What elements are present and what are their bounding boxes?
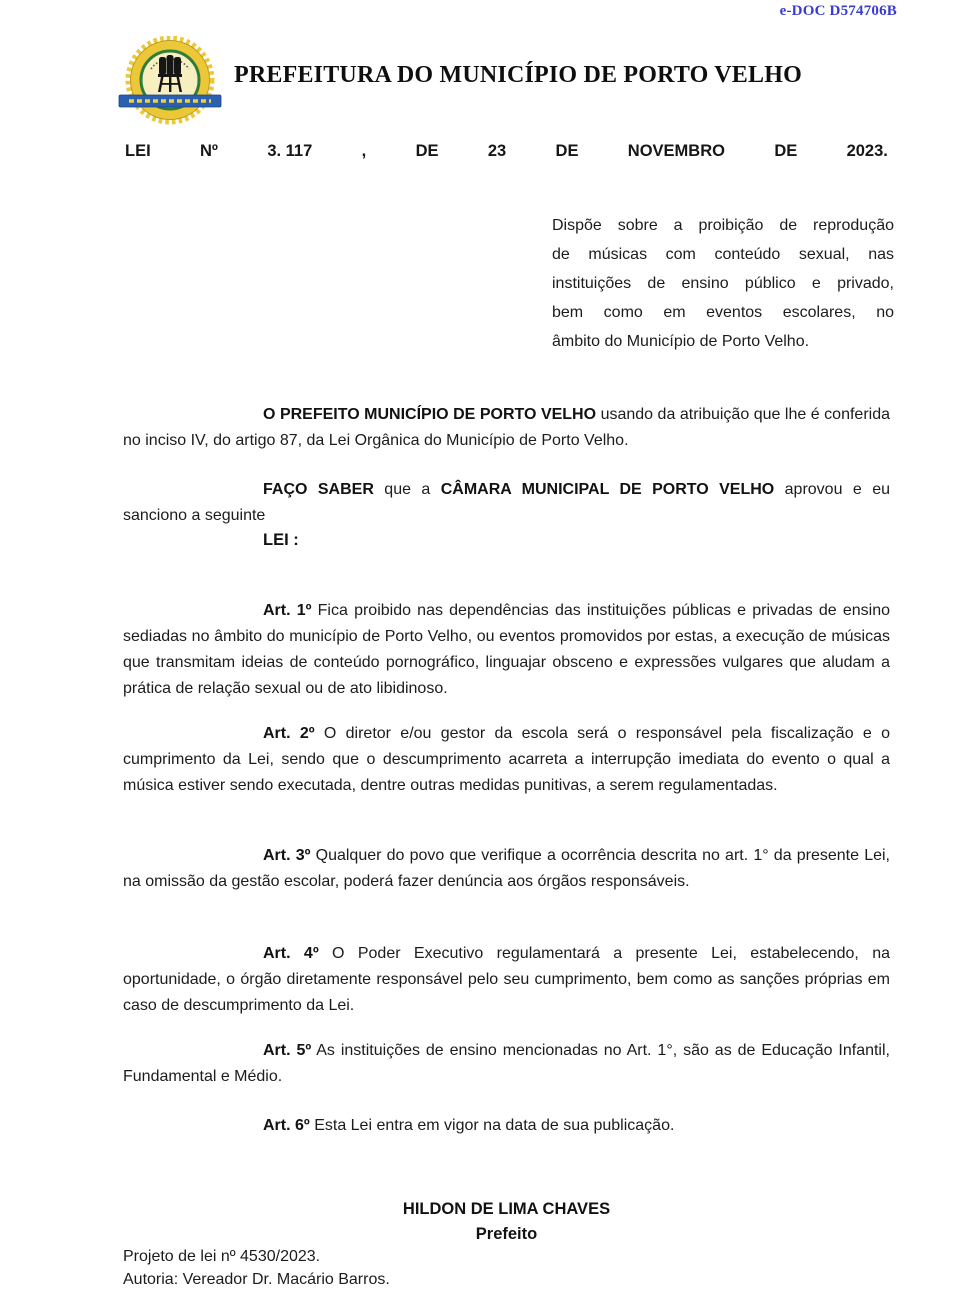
water-tower-icon xyxy=(158,55,182,92)
preamble-text: que a xyxy=(373,481,441,498)
law-line-part: , xyxy=(361,142,367,160)
project-number: Projeto de lei nº 4530/2023. xyxy=(123,1248,321,1265)
law-line-part: Nº xyxy=(200,142,218,160)
article-text: O Poder Executivo regulamentará a presente Lei, estabelecendo, na oportunidade, o órgão diretamente responsável pelo seu cumprimento, bem como as sanções próprias em caso de descumprimento da Lei. xyxy=(123,945,890,1014)
seal-ribbon xyxy=(119,95,221,107)
article-text: O diretor e/ou gestor da escola será o responsável pela fiscalização e o cumprimento da Lei, sendo que o descumprimento acarreta a interrupção imediata do evento o qual a música estiver sendo executada, dentre outras medidas punitivas, a serem regulamentadas. xyxy=(123,725,890,794)
law-line-part: 3. 117 xyxy=(267,142,313,160)
article-text: As instituições de ensino mencionadas no Art. 1°, são as de Educação Infantil, Fundamental e Médio. xyxy=(123,1042,890,1085)
preamble-bold: O PREFEITO MUNICÍPIO DE PORTO VELHO xyxy=(263,406,597,423)
law-line-part: DE xyxy=(555,142,579,160)
signer-role: Prefeito xyxy=(475,1225,538,1243)
article-6 xyxy=(123,1113,890,1139)
ementa-line: Dispõe sobre a proibição de reprodução xyxy=(552,217,894,234)
law-line-part: DE xyxy=(415,142,439,160)
law-line-part: DE xyxy=(774,142,798,160)
preamble-text: aprovou e eu sanciono a seguinte xyxy=(123,481,890,524)
article-number: Art. 3º xyxy=(263,847,311,864)
article-number: Art. 4º xyxy=(263,945,319,962)
lei-heading: LEI : xyxy=(263,531,299,549)
article-4 xyxy=(123,941,890,1019)
signer-name: HILDON DE LIMA CHAVES xyxy=(402,1200,611,1218)
ementa-line: âmbito do Município de Porto Velho. xyxy=(552,333,810,350)
signature-block xyxy=(123,1197,890,1247)
law-line-part: 2023. xyxy=(846,142,888,160)
article-number: Art. 2º xyxy=(263,725,315,742)
ementa-line: bem como em eventos escolares, no xyxy=(552,304,894,321)
preamble-bold: CÂMARA MUNICIPAL DE PORTO VELHO xyxy=(440,481,775,498)
preamble-paragraph-2 xyxy=(123,477,890,529)
edoc-reference: e-DOC D574706B xyxy=(779,3,897,19)
page-title: PREFEITURA DO MUNICÍPIO DE PORTO VELHO xyxy=(234,62,802,88)
article-text: Fica proibido nas dependências das instituições públicas e privadas de ensino sediadas no âmbito do município de Porto Velho, ou eventos promovidos por estas, a execução de músicas que transmitam ideias de conteúdo pornográfico, linguajar obsceno e expressões vulgares que aludam a prática de relação sexual ou de ato libidinoso. xyxy=(123,602,890,697)
ementa-line: de músicas com conteúdo sexual, nas xyxy=(552,246,894,263)
preamble-text: usando da atribuição que lhe é conferida no inciso IV, do artigo 87, da Lei Orgânica do Município de Porto Velho. xyxy=(123,406,891,449)
law-line-part: LEI xyxy=(125,142,151,160)
authorship: Autoria: Vereador Dr. Macário Barros. xyxy=(123,1271,390,1288)
law-line-part: 23 xyxy=(487,142,507,160)
law-line-part: NOVEMBRO xyxy=(627,142,725,160)
article-3 xyxy=(123,843,890,895)
law-number-line xyxy=(125,142,888,161)
article-number: Art. 6º xyxy=(263,1117,310,1134)
article-text: Qualquer do povo que verifique a ocorrência descrita no art. 1° da presente Lei, na omissão da gestão escolar, poderá fazer denúncia aos órgãos responsáveis. xyxy=(123,847,890,890)
municipal-seal-icon xyxy=(117,36,223,130)
article-5 xyxy=(123,1038,890,1090)
article-number: Art. 1º xyxy=(263,602,312,619)
article-number: Art. 5º xyxy=(263,1042,312,1059)
preamble-paragraph-1 xyxy=(123,402,890,454)
ementa-line: instituições de ensino público e privado, xyxy=(552,275,894,292)
article-text: Esta Lei entra em vigor na data de sua publicação. xyxy=(309,1117,675,1134)
article-2 xyxy=(123,721,890,799)
preamble-bold: FAÇO SABER xyxy=(263,481,374,498)
article-1 xyxy=(123,598,890,702)
ementa-summary xyxy=(552,211,894,356)
footer-notes xyxy=(123,1245,890,1291)
